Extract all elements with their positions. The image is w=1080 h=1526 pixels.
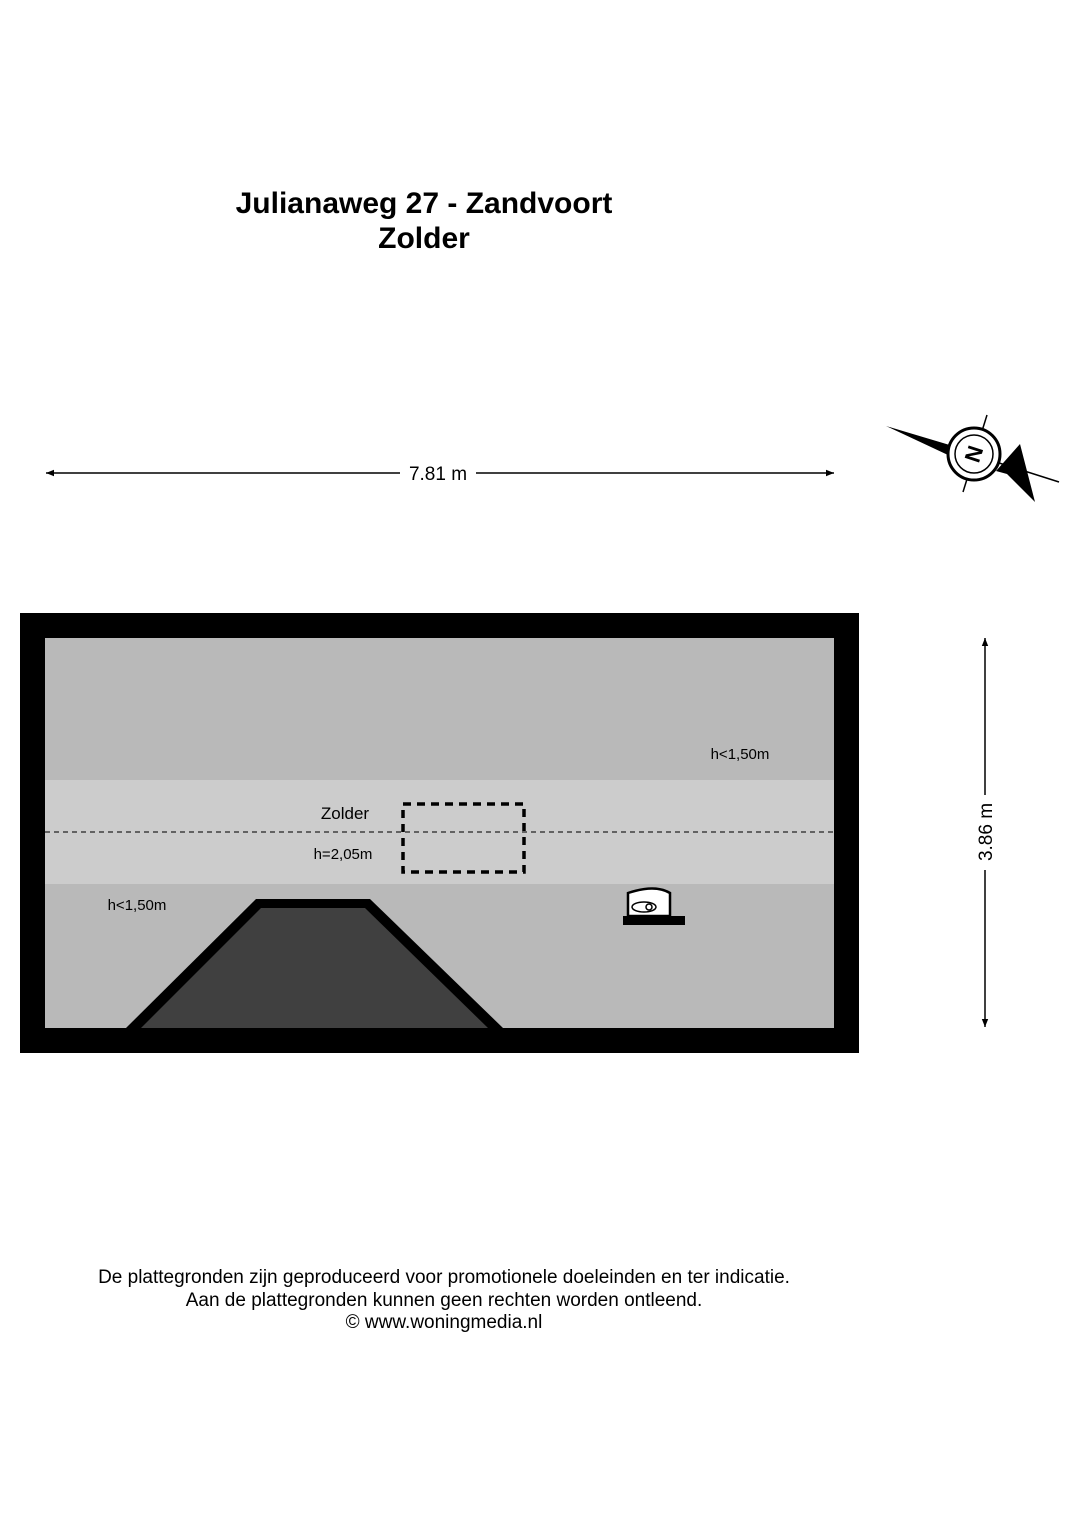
floor-name-title: Zolder — [378, 222, 470, 255]
low-height-label-bottom: h<1,50m — [107, 897, 167, 914]
low-height-label-top: h<1,50m — [710, 746, 770, 763]
depth-dimension — [976, 638, 997, 1027]
copyright-line: © www.woningmedia.nl — [345, 1312, 543, 1333]
width-dimension-label: 7.81 m — [408, 464, 468, 485]
compass-north-label: N — [959, 442, 989, 466]
depth-dimension-label: 3.86 m — [976, 802, 997, 862]
room-name-label: Zolder — [320, 804, 370, 823]
room-height-label: h=2,05m — [313, 846, 373, 863]
north-compass-icon — [886, 415, 1059, 502]
width-dimension — [46, 464, 834, 485]
plan-address-title: Julianaweg 27 - Zandvoort — [235, 187, 613, 220]
disclaimer-line-2: Aan de plattegronden kunnen geen rechten worden ontleend. — [185, 1290, 703, 1311]
disclaimer-line-1: De plattegronden zijn geproduceerd voor promotionele doeleinden en ter indicatie. — [98, 1267, 790, 1288]
